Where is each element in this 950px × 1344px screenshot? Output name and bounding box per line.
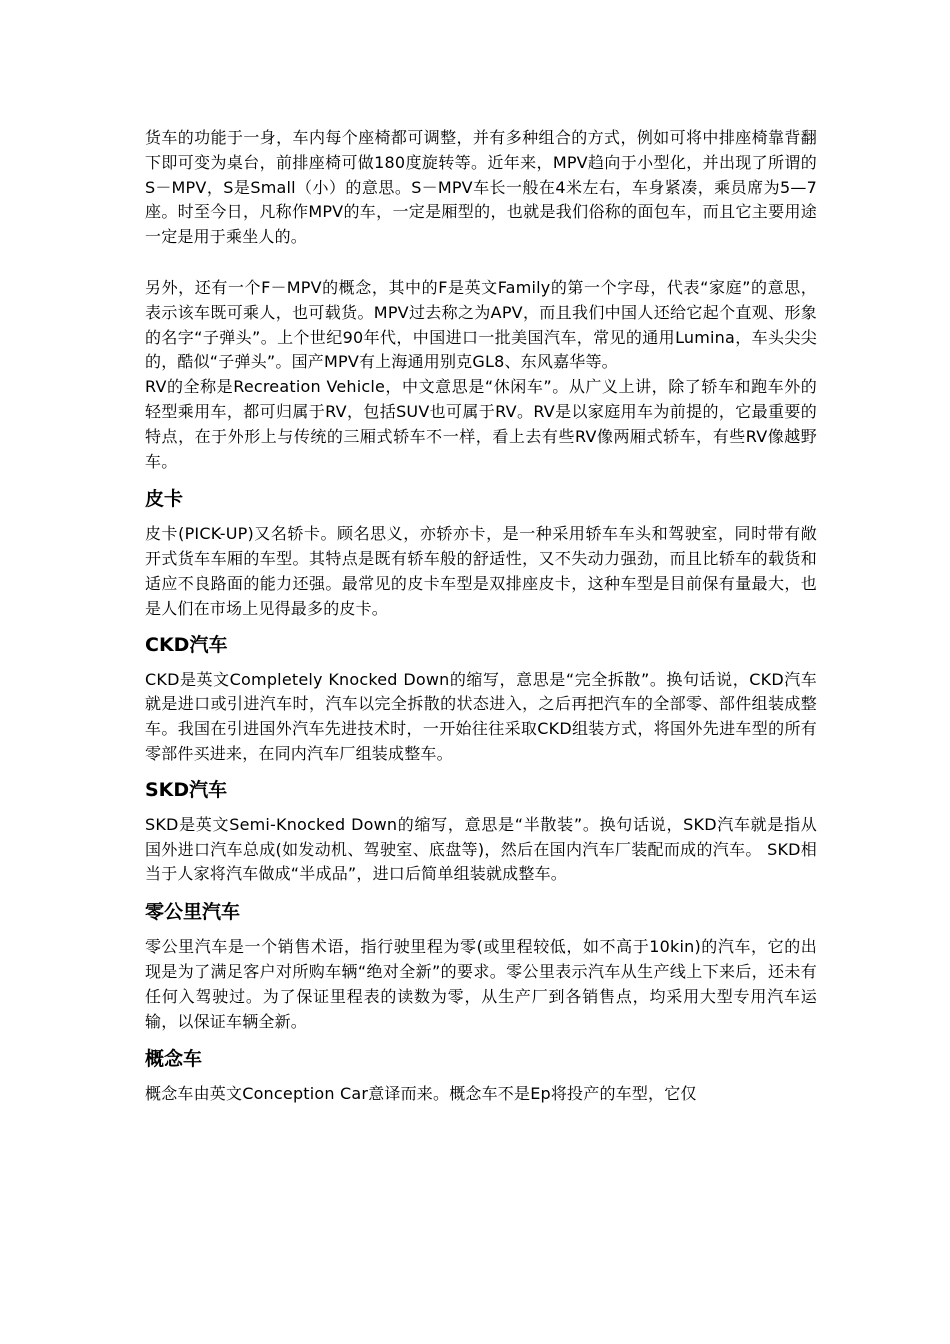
- paragraph-ckd: CKD是英文Completely Knocked Down的缩写，意思是“完全拆散”。换句话说，CKD汽车就是进口或引进汽车时，汽车以完全拆散的状态进入，之后再把汽车的全部零、部件组装成整车。我国在引进国外汽车先进技术时，一开始往往采取CKD组装方式，将国外先进车型的所有零部件买进来，在同内汽车厂组装成整车。: [145, 669, 817, 763]
- paragraph-fmpv: 另外，还有一个F－MPV的概念，其中的F是英文Family的第一个字母，代表“家庭”的意思，表示该车既可乘人，也可载货。MPV过去称之为APV，而且我们中国人还给它起个直观、形象的名字“子弹头”。上个世纪90年代，中国进口一批美国汽车，常见的通用Lumina，车头尖尖的，酷似“子弹头”。国产MPV有上海通用别克GL8、东风嘉华等。: [145, 277, 817, 372]
- paragraph-concept-car: 概念车由英文Conception Car意译而来。概念车不是Ep将投产的车型，它仅: [145, 1084, 697, 1104]
- heading-pickup: 皮卡: [145, 488, 184, 511]
- document-page: [145, 126, 817, 1107]
- paragraph-rv: RV的全称是Recreation Vehicle，中文意思是“休闲车”。从广义上讲，除了轿车和跑车外的轻型乘用车，都可归属于RV，包括SUV也可属于RV。RV是以家庭用车为前提的，它最重要的特点，在于外形上与传统的三厢式轿车不一样，看上去有些RV像两厢式轿车，有些RV像越野车。: [145, 377, 817, 471]
- heading-ckd: CKD汽车: [145, 633, 228, 656]
- heading-skd: SKD汽车: [145, 778, 228, 801]
- paragraph-skd: SKD是英文Semi-Knocked Down的缩写，意思是“半散装”。换句话说，SKD汽车就是指从国外进口汽车总成(如发动机、驾驶室、底盘等)，然后在国内汽车厂装配而成的汽车。 SKD相当于人家将汽车做成“半成品”，进口后简单组装就成整车。: [145, 814, 817, 884]
- paragraph-pickup: 皮卡(PICK-UP)又名轿卡。顾名思义，亦轿亦卡，是一种采用轿车车头和驾驶室，同时带有敞开式货车车厢的车型。其特点是既有轿车般的舒适性，又不失动力强劲，而且比轿车的载货和适应不良路面的能力还强。最常见的皮卡车型是双排座皮卡，这种车型是目前保有量最大，也是人们在市场上见得最多的皮卡。: [145, 524, 817, 618]
- paragraph-zero-mile: 零公里汽车是一个销售术语，指行驶里程为零(或里程较低，如不高于10kin)的汽车，它的出现是为了满足客户对所购车辆“绝对全新”的要求。零公里表示汽车从生产线上下来后，还未有任何入驾驶过。为了保证里程表的读数为零，从生产厂到各销售点，均采用大型专用汽车运输，以保证车辆全新。: [145, 937, 817, 1031]
- heading-concept-car: 概念车: [145, 1048, 203, 1071]
- heading-zero-mile: 零公里汽车: [145, 901, 241, 924]
- paragraph-mpv-continued: 货车的功能于一身，车内每个座椅都可调整，并有多种组合的方式，例如可将中排座椅靠背翻下即可变为桌台，前排座椅可做180度旋转等。近年来，MPV趋向于小型化，并出现了所谓的S－MPV，S是Small（小）的意思。S－MPV车长一般在4米左右，车身紧凑，乘员席为5—7座。时至今日，凡称作MPV的车，一定是厢型的，也就是我们俗称的面包车，而且它主要用途一定是用于乘坐人的。: [145, 128, 817, 247]
- paragraph-spacer: [145, 250, 817, 276]
